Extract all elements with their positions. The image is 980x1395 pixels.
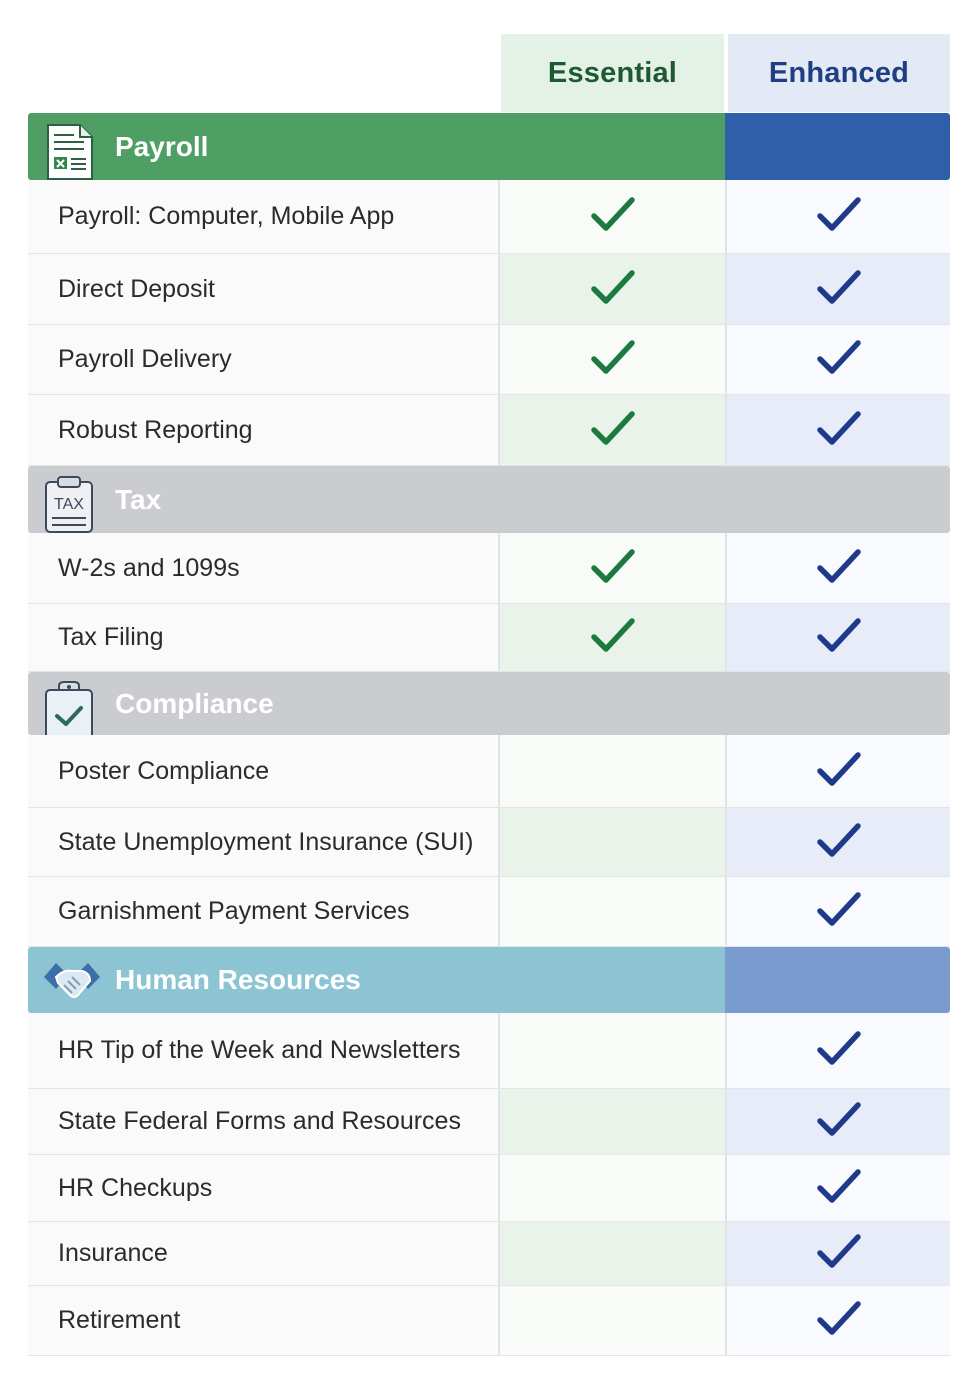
enhanced-cell: [725, 1089, 950, 1154]
section-title: Human Resources: [115, 964, 361, 995]
table-row: [28, 533, 950, 604]
check-icon: [816, 820, 862, 865]
essential-cell: [498, 325, 725, 394]
enhanced-cell: [725, 1222, 950, 1285]
section-bar-enhanced: [725, 672, 950, 735]
enhanced-cell: [725, 1013, 950, 1088]
check-icon: [590, 267, 636, 312]
table-row: [28, 808, 950, 877]
table-row: [28, 180, 950, 254]
handshake-icon: [42, 955, 98, 1013]
check-icon: [816, 1166, 862, 1211]
feature-label: W-2s and 1099s: [28, 533, 528, 603]
enhanced-cell: [725, 395, 950, 465]
check-icon: [590, 194, 636, 239]
enhanced-cell: [725, 735, 950, 807]
feature-label: Direct Deposit: [28, 254, 528, 324]
check-icon: [816, 408, 862, 453]
check-icon: [816, 615, 862, 660]
section-title: Tax: [115, 483, 162, 515]
check-icon: [816, 1231, 862, 1276]
enhanced-cell: [725, 604, 950, 671]
section-title: Payroll: [115, 130, 209, 162]
enhanced-cell: [725, 180, 950, 253]
check-icon: [590, 546, 636, 591]
table-row: [28, 1286, 950, 1356]
feature-label: Insurance: [28, 1222, 528, 1285]
essential-cell: [498, 1089, 725, 1154]
table-row: [28, 1155, 950, 1222]
check-icon: [816, 889, 862, 934]
section-compliance: [28, 672, 950, 735]
table-row: [28, 1089, 950, 1155]
enhanced-cell: [725, 808, 950, 876]
essential-cell: [498, 533, 725, 603]
section-bar-enhanced: [725, 466, 950, 533]
check-icon: [816, 267, 862, 312]
enhanced-cell: [725, 254, 950, 324]
table-row: [28, 735, 950, 808]
section-bar-enhanced: [725, 947, 950, 1013]
essential-cell: [498, 1222, 725, 1285]
check-icon: [816, 1028, 862, 1073]
essential-cell: [498, 604, 725, 671]
essential-cell: [498, 254, 725, 324]
feature-label: HR Checkups: [28, 1155, 528, 1221]
svg-text:TAX: TAX: [54, 496, 84, 513]
essential-cell: [498, 808, 725, 876]
tax-clipboard-icon: [42, 474, 98, 533]
feature-label: State Unemployment Insurance (SUI): [28, 808, 528, 876]
essential-cell: [498, 1286, 725, 1355]
feature-label: Retirement: [28, 1286, 528, 1355]
check-icon: [816, 337, 862, 382]
check-icon: [816, 194, 862, 239]
table-row: [28, 604, 950, 672]
essential-cell: [498, 877, 725, 946]
check-icon: [816, 749, 862, 794]
section-payroll: [28, 113, 950, 180]
check-icon: [816, 1298, 862, 1343]
table-row: [28, 325, 950, 395]
table-row: [28, 1013, 950, 1089]
section-title: Compliance: [115, 687, 274, 719]
table-row: [28, 1222, 950, 1286]
essential-cell: [498, 180, 725, 253]
table-row: [28, 877, 950, 947]
section-tax: [28, 466, 950, 533]
plan-header-essential: Essential: [501, 34, 724, 112]
feature-label: Poster Compliance: [28, 735, 528, 807]
feature-label: Payroll Delivery: [28, 325, 528, 394]
feature-label: Robust Reporting: [28, 395, 528, 465]
feature-label: Tax Filing: [28, 604, 528, 671]
feature-label: Payroll: Computer, Mobile App: [28, 180, 528, 253]
enhanced-cell: [725, 877, 950, 946]
essential-cell: [498, 395, 725, 465]
check-icon: [590, 408, 636, 453]
table-row: [28, 395, 950, 466]
check-icon: [590, 337, 636, 382]
table-row: [28, 254, 950, 325]
section-bar-enhanced: [725, 113, 950, 180]
essential-cell: [498, 735, 725, 807]
feature-label: HR Tip of the Week and Newsletters: [28, 1013, 528, 1088]
enhanced-cell: [725, 1286, 950, 1355]
check-icon: [816, 546, 862, 591]
check-icon: [590, 615, 636, 660]
payroll-document-icon: [42, 121, 98, 180]
essential-cell: [498, 1155, 725, 1221]
compliance-clipboard-icon: [42, 680, 98, 735]
enhanced-cell: [725, 533, 950, 603]
feature-label: State Federal Forms and Resources: [28, 1089, 528, 1154]
check-icon: [816, 1099, 862, 1144]
essential-cell: [498, 1013, 725, 1088]
feature-label: Garnishment Payment Services: [28, 877, 528, 946]
plan-header-enhanced: Enhanced: [728, 34, 950, 112]
enhanced-cell: [725, 325, 950, 394]
section-human-resources: [28, 947, 950, 1013]
enhanced-cell: [725, 1155, 950, 1221]
